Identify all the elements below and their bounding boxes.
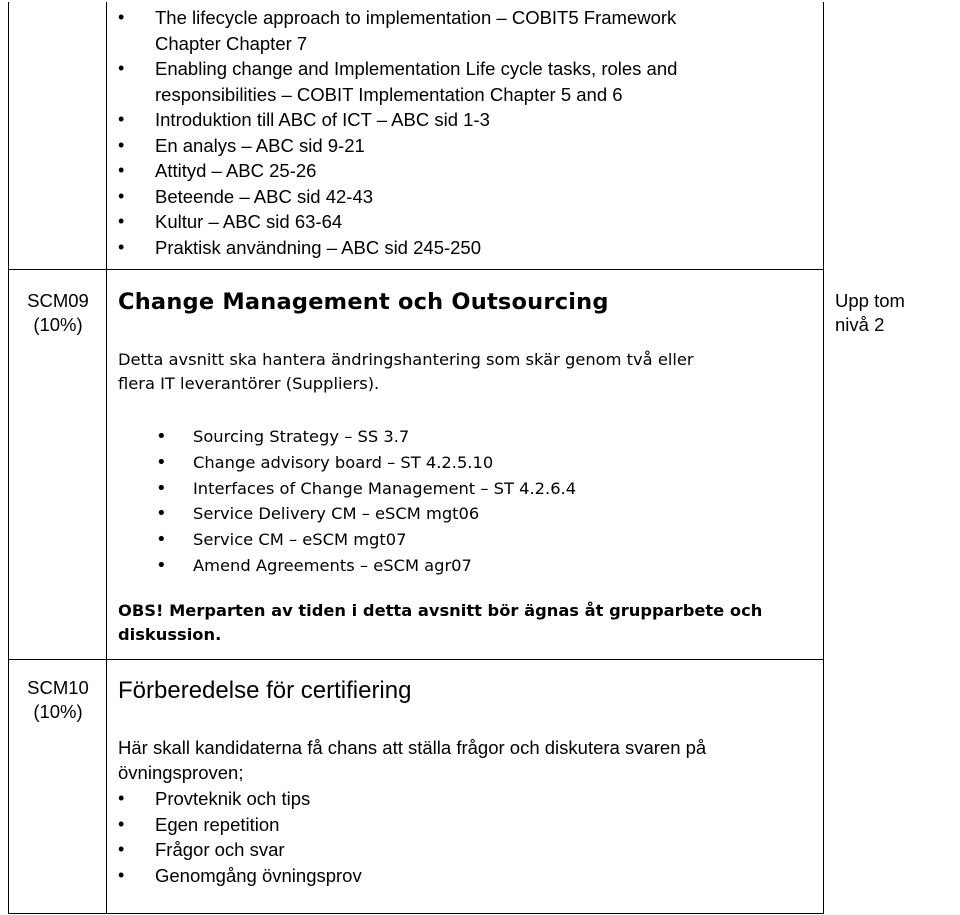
list-item-continuation: responsibilities – COBIT Implementation Chapter 5 and 6 [155,83,623,105]
module-weight-scm09: (10%) [33,314,83,335]
list-item: • Service Delivery CM – eSCM mgt06 [156,501,576,527]
table-rule-2 [8,659,824,660]
level-label-line2: nivå 2 [835,314,885,335]
scm10-topic-list [118,786,362,889]
list-item: • Attityd – ABC 25-26 [118,158,677,184]
table-rule-1 [8,269,824,270]
list-item: • Change advisory board – ST 4.2.5.10 [156,450,576,476]
list-item: • Egen repetition [118,812,362,838]
list-item: • Praktisk användning – ABC sid 245-250 [118,235,677,261]
module-weight-scm10: (10%) [33,701,83,722]
section-description-scm09-line2: flera IT leverantörer (Suppliers). [118,374,380,393]
list-item: • Genomgång övningsprov [118,863,362,889]
list-item: • Provteknik och tips [118,786,362,812]
module-code-scm10: SCM10 [27,677,89,698]
scm09-topic-list [156,424,576,579]
section-description-scm10-line2: övningsproven; [118,762,244,783]
list-item: • Enabling change and Implementation Life cycle tasks, roles and [118,56,677,82]
list-item: • Introduktion till ABC of ICT – ABC sid 1-3 [118,107,677,133]
table-border-col1 [106,2,107,914]
list-item: • Sourcing Strategy – SS 3.7 [156,424,576,450]
table-border-left [8,2,9,914]
list-item-continuation: Chapter Chapter 7 [155,32,308,54]
list-item: • The lifecycle approach to implementation – COBIT5 Framework [118,5,677,31]
list-item: • Interfaces of Change Management – ST 4.2.6.4 [156,476,576,502]
note-scm09-line2: diskussion. [118,625,222,644]
module-code-scm09: SCM09 [27,290,89,311]
list-item: • Service CM – eSCM mgt07 [156,527,576,553]
list-item: • En analys – ABC sid 9-21 [118,133,677,159]
section-description-scm10-line1: Här skall kandidaterna få chans att ställa frågor och diskutera svaren på [118,737,707,758]
table-border-col2 [823,2,824,914]
section-title-scm10: Förberedelse för certifiering [118,677,412,704]
table-rule-bottom [8,913,824,914]
list-item: • Beteende – ABC sid 42-43 [118,184,677,210]
level-label-line1: Upp tom [835,290,905,311]
top-reading-list [118,5,677,260]
list-item: • Kultur – ABC sid 63-64 [118,209,677,235]
list-item: • Amend Agreements – eSCM agr07 [156,553,576,579]
section-description-scm09-line1: Detta avsnitt ska hantera ändringshantering som skär genom två eller [118,350,694,369]
note-scm09-line1: OBS! Merparten av tiden i detta avsnitt bör ägnas åt grupparbete och [118,601,763,620]
section-title-scm09: Change Management och Outsourcing [118,289,609,315]
list-item: • Frågor och svar [118,837,362,863]
